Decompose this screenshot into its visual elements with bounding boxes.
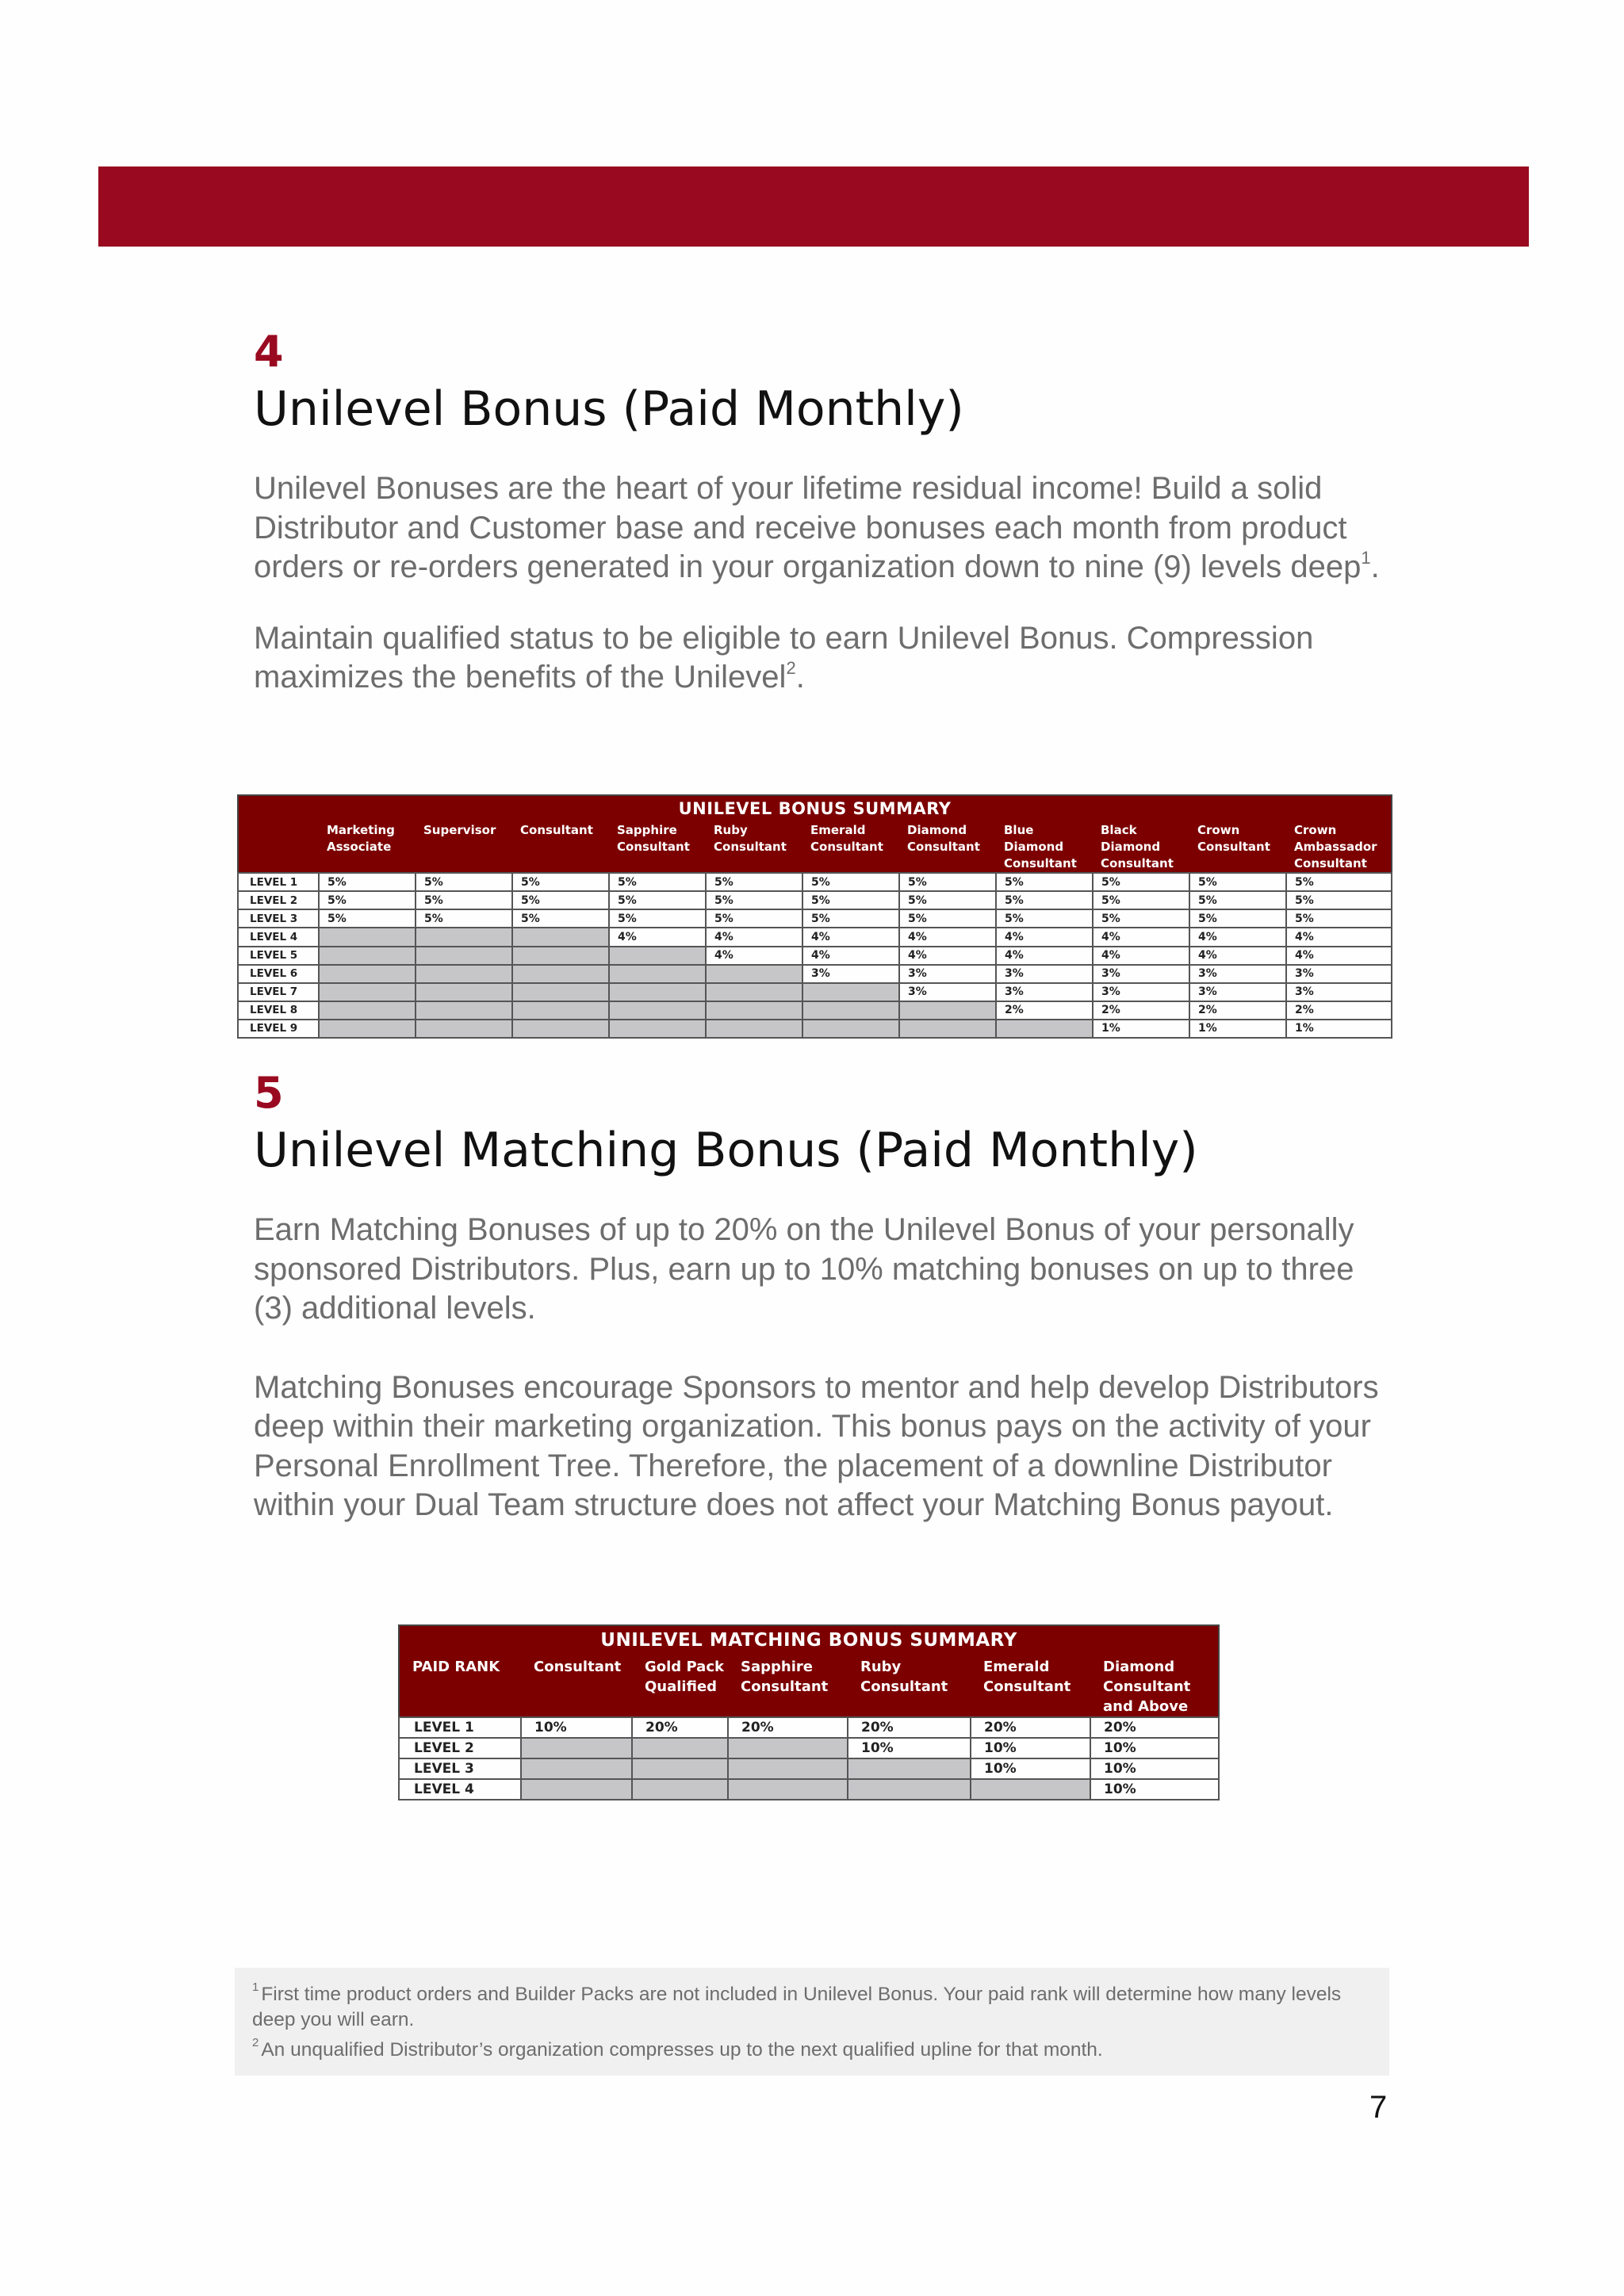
percent-cell: 5% [1093, 891, 1189, 909]
percent-cell: 5% [706, 873, 802, 891]
percent-cell: 5% [899, 891, 996, 909]
percent-cell: 5% [899, 873, 996, 891]
empty-cell [802, 1001, 899, 1020]
level-label: LEVEL 2 [238, 891, 319, 909]
percent-cell: 5% [899, 909, 996, 928]
percent-cell: 2% [1093, 1001, 1189, 1020]
percent-cell: 5% [706, 891, 802, 909]
percent-cell: 5% [512, 891, 609, 909]
percent-cell: 1% [1189, 1020, 1286, 1038]
level-label: LEVEL 1 [399, 1717, 521, 1738]
percent-cell: 3% [1189, 965, 1286, 983]
percent-cell: 10% [848, 1738, 971, 1758]
empty-cell [706, 1020, 802, 1038]
percent-cell: 5% [319, 891, 416, 909]
percent-cell: 4% [706, 928, 802, 946]
percent-cell: 5% [512, 873, 609, 891]
percent-cell: 5% [512, 909, 609, 928]
footnote-2: $^2$ An unqualified Distributor’s organization compresses up to the next qualified upline for that month. [252, 2036, 1103, 2061]
corner-header [238, 821, 319, 873]
footnotes [235, 1968, 1389, 2076]
empty-cell [632, 1779, 728, 1800]
percent-cell: 20% [728, 1717, 848, 1738]
paragraph: Earn Matching Bonuses of up to 20% on the Unilevel Bonus of your personally sponsored Distributors. Plus, earn up to 10% matching bonuses on up to three (3) additional levels. [254, 1212, 1354, 1326]
rank-header: Black Diamond Consultant [1093, 821, 1189, 873]
level-label: LEVEL 7 [238, 983, 319, 1001]
percent-cell: 5% [996, 909, 1093, 928]
percent-cell: 20% [632, 1717, 728, 1738]
table-title: UNILEVEL BONUS SUMMARY [238, 795, 1392, 821]
table-title: UNILEVEL MATCHING BONUS SUMMARY [399, 1625, 1219, 1654]
percent-cell: 4% [899, 947, 996, 965]
percent-cell: 4% [1093, 928, 1189, 946]
rank-header: Ruby Consultant [848, 1654, 971, 1717]
percent-cell: 2% [1189, 1001, 1286, 1020]
percent-cell: 5% [416, 891, 512, 909]
table-row [238, 965, 1392, 983]
percent-cell: 5% [1286, 873, 1392, 891]
percent-cell: 5% [996, 891, 1093, 909]
percent-cell: 5% [416, 909, 512, 928]
percent-cell: 10% [971, 1758, 1090, 1779]
level-label: LEVEL 3 [399, 1758, 521, 1779]
empty-cell [319, 1001, 416, 1020]
empty-cell [899, 1020, 996, 1038]
percent-cell: 5% [1286, 891, 1392, 909]
empty-cell [512, 1001, 609, 1020]
empty-cell [319, 947, 416, 965]
percent-cell: 4% [1093, 947, 1189, 965]
table-title-row [238, 795, 1392, 821]
empty-cell [609, 983, 706, 1001]
percent-cell: 1% [1286, 1020, 1392, 1038]
paragraph: Matching Bonuses encourage Sponsors to mentor and help develop Distributors deep within their marketing organization. This bonus pays on the activity of your Personal Enrollment Tree. Therefore, the placement of a downline Distributor within your Dual Team structure does not affect your Matching Bonus payout. [254, 1369, 1379, 1522]
percent-cell: 10% [1090, 1758, 1219, 1779]
empty-cell [416, 928, 512, 946]
empty-cell [632, 1738, 728, 1758]
empty-cell [728, 1779, 848, 1800]
empty-cell [706, 983, 802, 1001]
empty-cell [416, 965, 512, 983]
rank-header: Crown Ambassador Consultant [1286, 821, 1392, 873]
percent-cell: 3% [1286, 965, 1392, 983]
percent-cell: 5% [706, 909, 802, 928]
level-label: LEVEL 1 [238, 873, 319, 891]
percent-cell: 5% [1189, 891, 1286, 909]
corner-header: PAID RANK [399, 1654, 521, 1717]
table-row [238, 1001, 1392, 1020]
rank-header: Consultant [521, 1654, 632, 1717]
footnote-ref: 2 [786, 658, 796, 678]
empty-cell [706, 965, 802, 983]
rank-header: Diamond Consultant [899, 821, 996, 873]
rank-header: Sapphire Consultant [609, 821, 706, 873]
footnote-1: $^1$ First time product orders and Builder Packs are not included in Unilevel Bonus. Your paid rank will determine how many levels deep you will earn. [252, 1980, 1342, 2030]
empty-cell [802, 1020, 899, 1038]
unilevel-matching-bonus-summary-table [398, 1624, 1220, 1800]
percent-cell: 4% [996, 928, 1093, 946]
empty-cell [848, 1779, 971, 1800]
unilevel-bonus-summary-table [237, 794, 1392, 1039]
percent-cell: 3% [1093, 965, 1189, 983]
section-unilevel-matching-bonus [254, 1068, 1396, 1525]
table-row [238, 1020, 1392, 1038]
level-label: LEVEL 8 [238, 1001, 319, 1020]
empty-cell [728, 1758, 848, 1779]
empty-cell [416, 1020, 512, 1038]
empty-cell [416, 1001, 512, 1020]
table-row [399, 1738, 1219, 1758]
percent-cell: 3% [996, 965, 1093, 983]
percent-cell: 4% [609, 928, 706, 946]
rank-header: Emerald Consultant [802, 821, 899, 873]
percent-cell: 20% [971, 1717, 1090, 1738]
percent-cell: 2% [996, 1001, 1093, 1020]
table-row [238, 873, 1392, 891]
level-label: LEVEL 6 [238, 965, 319, 983]
percent-cell: 4% [802, 928, 899, 946]
table-row [399, 1779, 1219, 1800]
empty-cell [512, 983, 609, 1001]
percent-cell: 5% [609, 891, 706, 909]
empty-cell [319, 983, 416, 1001]
percent-cell: 4% [899, 928, 996, 946]
table-row [399, 1717, 1219, 1738]
level-label: LEVEL 2 [399, 1738, 521, 1758]
empty-cell [996, 1020, 1093, 1038]
percent-cell: 4% [706, 947, 802, 965]
percent-cell: 5% [416, 873, 512, 891]
empty-cell [609, 947, 706, 965]
rank-header: Sapphire Consultant [728, 1654, 848, 1717]
section-unilevel-bonus [254, 327, 1396, 698]
percent-cell: 4% [1286, 947, 1392, 965]
level-label: LEVEL 9 [238, 1020, 319, 1038]
empty-cell [416, 947, 512, 965]
level-label: LEVEL 4 [399, 1779, 521, 1800]
percent-cell: 5% [996, 873, 1093, 891]
empty-cell [319, 1020, 416, 1038]
percent-cell: 5% [609, 873, 706, 891]
level-label: LEVEL 5 [238, 947, 319, 965]
percent-cell: 1% [1093, 1020, 1189, 1038]
table-title-row [399, 1625, 1219, 1654]
page-number: 7 [1369, 2090, 1388, 2125]
empty-cell [802, 983, 899, 1001]
percent-cell: 2% [1286, 1001, 1392, 1020]
percent-cell: 3% [1286, 983, 1392, 1001]
table-row [238, 947, 1392, 965]
paragraph: Maintain qualified status to be eligible to earn Unilevel Bonus. Compression maximizes the benefits of the Unilevel$^2$. [254, 620, 1314, 695]
table-header-row [238, 821, 1392, 873]
percent-cell: 3% [996, 983, 1093, 1001]
percent-cell: 20% [848, 1717, 971, 1738]
rank-header: Blue Diamond Consultant [996, 821, 1093, 873]
rank-header: Diamond Consultant and Above [1090, 1654, 1219, 1717]
percent-cell: 10% [1090, 1779, 1219, 1800]
empty-cell [512, 965, 609, 983]
section-title: Unilevel Matching Bonus (Paid Monthly) [254, 1123, 1198, 1178]
percent-cell: 3% [899, 983, 996, 1001]
percent-cell: 5% [802, 873, 899, 891]
percent-cell: 4% [1189, 928, 1286, 946]
rank-header: Ruby Consultant [706, 821, 802, 873]
empty-cell [609, 1020, 706, 1038]
rank-header: Gold Pack Qualified [632, 1654, 728, 1717]
percent-cell: 5% [802, 891, 899, 909]
percent-cell: 5% [319, 873, 416, 891]
rank-header: Marketing Associate [319, 821, 416, 873]
empty-cell [899, 1001, 996, 1020]
rank-header: Consultant [512, 821, 609, 873]
table-row [238, 891, 1392, 909]
table-row [238, 909, 1392, 928]
table-header-row [399, 1654, 1219, 1717]
percent-cell: 5% [802, 909, 899, 928]
empty-cell [521, 1738, 632, 1758]
percent-cell: 4% [1189, 947, 1286, 965]
percent-cell: 3% [899, 965, 996, 983]
empty-cell [521, 1758, 632, 1779]
empty-cell [512, 947, 609, 965]
percent-cell: 10% [1090, 1738, 1219, 1758]
empty-cell [416, 983, 512, 1001]
percent-cell: 20% [1090, 1717, 1219, 1738]
percent-cell: 3% [1189, 983, 1286, 1001]
percent-cell: 5% [1093, 873, 1189, 891]
percent-cell: 5% [1189, 873, 1286, 891]
table-row [238, 983, 1392, 1001]
percent-cell: 4% [1286, 928, 1392, 946]
empty-cell [971, 1779, 1090, 1800]
empty-cell [848, 1758, 971, 1779]
empty-cell [512, 928, 609, 946]
percent-cell: 4% [996, 947, 1093, 965]
table-row [399, 1758, 1219, 1779]
header-band [98, 166, 1529, 247]
empty-cell [728, 1738, 848, 1758]
percent-cell: 10% [521, 1717, 632, 1738]
percent-cell: 10% [971, 1738, 1090, 1758]
empty-cell [512, 1020, 609, 1038]
level-label: LEVEL 3 [238, 909, 319, 928]
level-label: LEVEL 4 [238, 928, 319, 946]
percent-cell: 5% [319, 909, 416, 928]
empty-cell [521, 1779, 632, 1800]
percent-cell: 4% [802, 947, 899, 965]
empty-cell [706, 1001, 802, 1020]
section-number: 4 [254, 327, 284, 377]
paragraph: Unilevel Bonuses are the heart of your lifetime residual income! Build a solid Distributor and Customer base and receive bonuses each month from product orders or re-orders generated in your organization down to nine (9) levels deep$^1$. [254, 471, 1380, 584]
footnote-ref: 1 [1361, 548, 1371, 568]
percent-cell: 3% [802, 965, 899, 983]
rank-header: Crown Consultant [1189, 821, 1286, 873]
table-row [238, 928, 1392, 946]
section-number: 5 [254, 1068, 284, 1118]
empty-cell [319, 928, 416, 946]
section-title: Unilevel Bonus (Paid Monthly) [254, 381, 964, 437]
empty-cell [609, 1001, 706, 1020]
percent-cell: 5% [1286, 909, 1392, 928]
percent-cell: 5% [1093, 909, 1189, 928]
percent-cell: 5% [609, 909, 706, 928]
rank-header: Emerald Consultant [971, 1654, 1090, 1717]
empty-cell [319, 965, 416, 983]
empty-cell [632, 1758, 728, 1779]
percent-cell: 3% [1093, 983, 1189, 1001]
percent-cell: 5% [1189, 909, 1286, 928]
empty-cell [609, 965, 706, 983]
rank-header: Supervisor [416, 821, 512, 873]
